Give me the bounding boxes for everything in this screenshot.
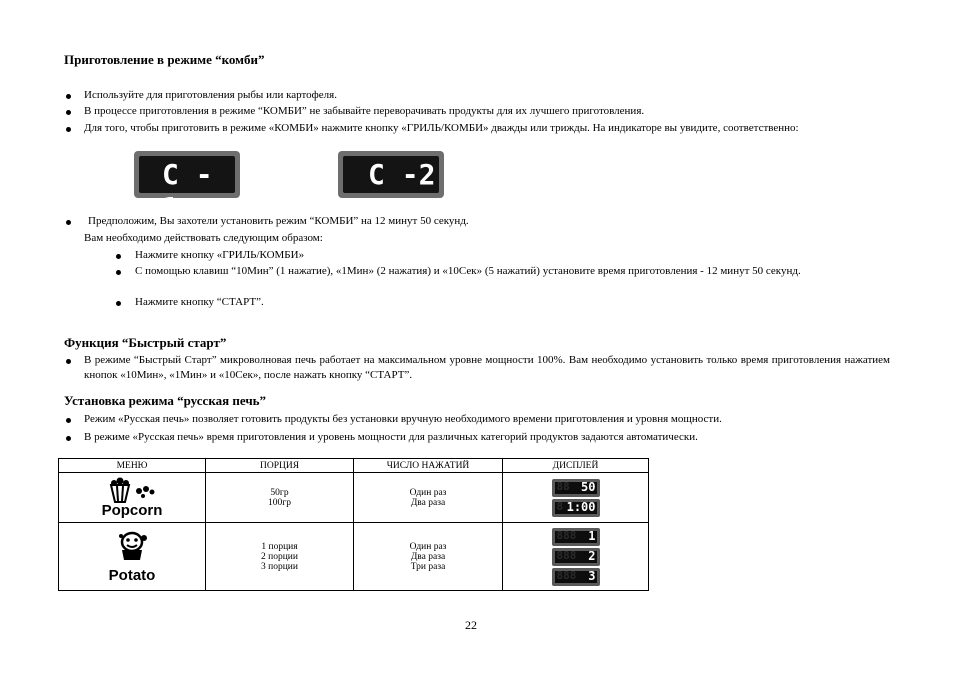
bullet-dot	[66, 110, 71, 115]
table-header-row	[59, 459, 649, 473]
portion-value: 2 порции	[261, 551, 298, 562]
mini-display: 888 2	[552, 548, 600, 566]
display-c2	[338, 151, 444, 198]
table-row	[59, 473, 649, 523]
russian-oven-table	[58, 458, 649, 591]
bullet-dot	[66, 127, 71, 132]
mini-display: 8 1:00	[552, 499, 600, 517]
mini-display-value: 1	[588, 528, 596, 543]
portion-value: 100гр	[268, 497, 291, 508]
display-cell	[503, 523, 649, 591]
bullet-dot	[66, 359, 71, 364]
presses-value: Два раза	[410, 551, 446, 562]
portion-value: 50гр	[270, 487, 289, 498]
table-header: ДИСПЛЕЙ	[503, 459, 649, 473]
combi-bullet-1: Используйте для приготовления рыбы или картофеля.	[84, 89, 337, 101]
portion-cell	[206, 473, 354, 523]
presses-cell	[354, 473, 503, 523]
table-header: МЕНЮ	[59, 459, 206, 473]
mini-display: 88 50	[552, 479, 600, 497]
display-cell	[503, 473, 649, 523]
display-c1	[134, 151, 240, 224]
bullet-dot	[66, 418, 71, 423]
section-title-quick-start: Функция “Быстрый старт”	[64, 335, 227, 350]
portion-cell	[206, 523, 354, 591]
mini-display-value: 50	[581, 479, 596, 494]
potato-icon	[116, 530, 150, 564]
combi-step-1: Нажмите кнопку «ГРИЛЬ/КОМБИ»	[135, 249, 305, 261]
mini-display: 888 3	[552, 568, 600, 586]
section-title-russian-oven: Установка режима “русская печь”	[64, 393, 267, 408]
bullet-dot	[66, 436, 71, 441]
presses-value: Три раза	[410, 561, 446, 572]
mini-display-value: 3	[588, 568, 596, 583]
section-title-combi: Приготовление в режиме “комби”	[64, 52, 265, 67]
bullet-dot	[66, 94, 71, 99]
combi-step-2: С помощью клавиш “10Мин” (1 нажатие), «1Мин» (2 нажатия) и «10Сек» (5 нажатий) установите время приготовления - 12 минут 50 секунд.	[135, 265, 801, 277]
table-header: ПОРЦИЯ	[206, 459, 354, 473]
russian-oven-bullet-1: Режим «Русская печь» позволяет готовить продукты без установки вручную необходимого времени приготовления и уровня мощности.	[84, 413, 722, 425]
display-c1-text: C - 1	[162, 158, 213, 224]
table-row	[59, 523, 649, 591]
mini-display-value: 1:00	[566, 499, 596, 514]
russian-oven-bullet-2: В режиме «Русская печь» время приготовления и уровень мощности для различных категорий продуктов задаются автоматически.	[84, 431, 698, 443]
portion-value: 1 порция	[261, 541, 298, 552]
menu-name-potato: Potato	[108, 566, 156, 584]
combi-bullet-3: Для того, чтобы приготовить в режиме «КОМБИ» нажмите кнопку «ГРИЛЬ/КОМБИ» дважды или трижды. На индикаторе вы увидите, соответственно:	[84, 122, 799, 134]
bullet-dot	[116, 301, 121, 306]
page-number: 22	[465, 618, 477, 632]
menu-name-popcorn: Popcorn	[101, 501, 163, 519]
popcorn-icon	[105, 477, 165, 503]
combi-example-intro: Предположим, Вы захотели установить режим “КОМБИ” на 12 минут 50 секунд.	[88, 215, 469, 227]
bullet-dot	[116, 270, 121, 275]
mini-display: 888 1	[552, 528, 600, 546]
presses-value: Два раза	[410, 497, 446, 508]
combi-bullet-2: В процессе приготовления в режиме “КОМБИ” не забывайте переворачивать продукты для их лучшего приготовления.	[84, 105, 645, 117]
presses-cell	[354, 523, 503, 591]
combi-example-line2: Вам необходимо действовать следующим образом:	[84, 232, 323, 244]
bullet-dot	[66, 220, 71, 225]
menu-cell	[59, 523, 206, 591]
portion-value: 3 порции	[261, 561, 298, 572]
presses-value: Один раз	[409, 487, 447, 498]
combi-step-3: Нажмите кнопку “СТАРТ”.	[135, 296, 264, 308]
table-header: ЧИСЛО НАЖАТИЙ	[354, 459, 503, 473]
display-c2-text: C -2	[368, 158, 436, 191]
quick-start-bullet: В режиме “Быстрый Старт” микроволновая печь работает на максимальном уровне мощности 100%. Вам необходимо установить только время приготовления нажатием кнопок «10Мин», «1Мин» и «10Сек», после нажать кнопку “СТАРТ”.	[84, 354, 890, 381]
presses-value: Один раз	[409, 541, 447, 552]
mini-display-value: 2	[588, 548, 596, 563]
menu-cell	[59, 473, 206, 523]
bullet-dot	[116, 254, 121, 259]
